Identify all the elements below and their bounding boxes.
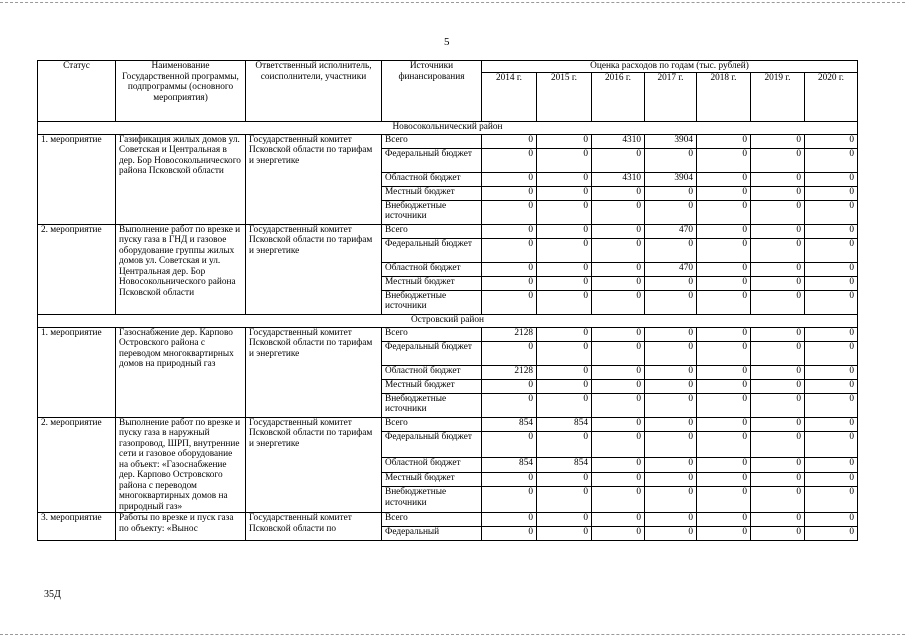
amount-cell: 0 [482,393,537,417]
amount-cell: 0 [537,276,592,290]
funding-source: Местный бюджет [382,379,482,393]
amount-cell: 0 [645,432,697,457]
amount-cell: 0 [645,276,697,290]
amount-cell: 0 [592,290,645,314]
funding-source: Федеральный бюджет [382,432,482,457]
amount-cell: 0 [751,472,805,487]
amount-cell: 2128 [482,365,537,379]
amount-cell: 0 [697,224,751,238]
amount-cell: 0 [645,417,697,432]
amount-cell: 0 [645,200,697,224]
amount-cell: 0 [697,379,751,393]
funding-source: Всего [382,513,482,527]
amount-cell: 0 [751,172,805,186]
amount-cell: 0 [697,432,751,457]
amount-cell: 0 [805,238,858,262]
activity-status: 1. мероприятие [38,327,116,417]
activity-name: Газификация жилых домов ул. Советская и Центральная в дер. Бор Новосокольнического района Псковской области [116,134,246,224]
amount-cell: 0 [805,172,858,186]
activity-name: Выполнение работ по врезке и пуску газа в ГНД и газовое оборудование группы жилых домов ул. Советская и ул. Центральная дер. Бор Новосокольнического района Псковской области [116,224,246,314]
amount-cell: 0 [697,148,751,172]
amount-cell: 0 [537,290,592,314]
amount-cell: 0 [805,472,858,487]
amount-cell: 0 [751,379,805,393]
amount-cell: 0 [805,457,858,472]
amount-cell: 0 [592,393,645,417]
header-year: 2015 г. [537,72,592,121]
activity-executor: Государственный комитет Псковской области по тарифам и энергетике [246,327,382,417]
amount-cell: 0 [805,393,858,417]
funding-source: Федеральный бюджет [382,341,482,365]
amount-cell: 0 [537,148,592,172]
amount-cell: 0 [537,200,592,224]
amount-cell: 0 [751,393,805,417]
amount-cell: 0 [805,432,858,457]
amount-cell: 0 [482,379,537,393]
amount-cell: 3904 [645,134,697,148]
amount-cell: 0 [482,200,537,224]
amount-cell: 0 [645,379,697,393]
amount-cell: 0 [805,513,858,527]
amount-cell: 0 [697,186,751,200]
amount-cell: 0 [645,393,697,417]
header-year: 2017 г. [645,72,697,121]
amount-cell: 0 [805,341,858,365]
amount-cell: 0 [592,262,645,276]
amount-cell: 0 [592,327,645,341]
amount-cell: 0 [645,341,697,365]
amount-cell: 4310 [592,172,645,186]
header-year: 2019 г. [751,72,805,121]
funding-source: Местный бюджет [382,186,482,200]
amount-cell: 854 [537,417,592,432]
amount-cell: 0 [482,238,537,262]
amount-cell: 0 [751,341,805,365]
section-title: Новосокольнический район [38,121,858,134]
amount-cell: 0 [537,341,592,365]
amount-cell: 0 [697,341,751,365]
amount-cell: 0 [805,290,858,314]
amount-cell: 0 [697,134,751,148]
amount-cell: 0 [482,341,537,365]
amount-cell: 0 [482,276,537,290]
table-row [38,327,858,341]
amount-cell: 0 [805,327,858,341]
amount-cell: 0 [751,327,805,341]
amount-cell: 0 [592,457,645,472]
amount-cell: 0 [537,238,592,262]
funding-source: Местный бюджет [382,276,482,290]
funding-source: Федеральный бюджет [382,148,482,172]
amount-cell: 0 [592,186,645,200]
amount-cell: 0 [751,457,805,472]
amount-cell: 0 [592,432,645,457]
funding-source: Всего [382,417,482,432]
amount-cell: 0 [697,290,751,314]
amount-cell: 0 [482,432,537,457]
amount-cell: 0 [805,148,858,172]
amount-cell: 0 [482,186,537,200]
bottom-edge [0,634,905,635]
funding-source: Внебюджетные источники [382,200,482,224]
activity-name: Работы по врезке и пуск газа по объекту: «Вынос [116,513,246,541]
header-status: Статус [38,61,116,122]
amount-cell: 0 [537,365,592,379]
amount-cell: 0 [537,379,592,393]
funding-source: Внебюджетные источники [382,487,482,513]
amount-cell: 0 [805,527,858,541]
amount-cell: 0 [697,172,751,186]
amount-cell: 0 [592,527,645,541]
amount-cell: 0 [805,417,858,432]
amount-cell: 0 [751,513,805,527]
header-year: 2018 г. [697,72,751,121]
amount-cell: 0 [482,134,537,148]
funding-source: Областной бюджет [382,365,482,379]
amount-cell: 0 [751,487,805,513]
page-number: 5 [444,36,450,48]
amount-cell: 0 [805,276,858,290]
amount-cell: 0 [697,262,751,276]
amount-cell: 0 [751,365,805,379]
amount-cell: 0 [537,513,592,527]
amount-cell: 0 [645,365,697,379]
amount-cell: 0 [645,327,697,341]
amount-cell: 0 [751,148,805,172]
activity-executor: Государственный комитет Псковской области по тарифам и энергетике [246,417,382,513]
amount-cell: 0 [751,417,805,432]
amount-cell: 0 [592,148,645,172]
header-year: 2020 г. [805,72,858,121]
amount-cell: 0 [805,134,858,148]
amount-cell: 854 [482,457,537,472]
amount-cell: 0 [537,134,592,148]
amount-cell: 854 [482,417,537,432]
amount-cell: 470 [645,262,697,276]
amount-cell: 0 [537,262,592,276]
amount-cell: 0 [537,224,592,238]
amount-cell: 0 [751,186,805,200]
amount-cell: 3904 [645,172,697,186]
funding-source: Федеральный бюджет [382,238,482,262]
amount-cell: 0 [537,327,592,341]
amount-cell: 0 [592,472,645,487]
amount-cell: 0 [697,238,751,262]
amount-cell: 0 [697,327,751,341]
amount-cell: 470 [645,224,697,238]
amount-cell: 0 [482,513,537,527]
section-row [38,121,858,134]
table-body [38,121,858,541]
table-row [38,134,858,148]
funding-source: Местный бюджет [382,472,482,487]
amount-cell: 0 [482,527,537,541]
amount-cell: 0 [645,148,697,172]
funding-source: Внебюджетные источники [382,393,482,417]
amount-cell: 0 [537,186,592,200]
amount-cell: 0 [592,276,645,290]
amount-cell: 0 [697,276,751,290]
amount-cell: 0 [645,457,697,472]
amount-cell: 0 [537,172,592,186]
amount-cell: 0 [751,290,805,314]
amount-cell: 0 [805,379,858,393]
amount-cell: 0 [537,527,592,541]
amount-cell: 0 [645,527,697,541]
header-year: 2014 г. [482,72,537,121]
funding-source: Федеральный [382,527,482,541]
funding-source: Областной бюджет [382,262,482,276]
amount-cell: 0 [751,224,805,238]
amount-cell: 0 [537,432,592,457]
amount-cell: 0 [645,290,697,314]
amount-cell: 0 [805,365,858,379]
activity-status: 3. мероприятие [38,513,116,541]
amount-cell: 0 [482,262,537,276]
amount-cell: 0 [537,472,592,487]
activity-status: 2. мероприятие [38,417,116,513]
amount-cell: 0 [751,276,805,290]
amount-cell: 0 [537,393,592,417]
amount-cell: 0 [645,472,697,487]
activity-executor: Государственный комитет Псковской области по тарифам и энергетике [246,224,382,314]
section-row [38,314,858,327]
amount-cell: 0 [751,134,805,148]
activity-executor: Государственный комитет Псковской области по тарифам и энергетике [246,134,382,224]
expenditure-table [37,60,858,541]
amount-cell: 0 [592,417,645,432]
amount-cell: 0 [697,417,751,432]
amount-cell: 0 [482,487,537,513]
amount-cell: 0 [805,224,858,238]
activity-executor: Государственный комитет Псковской области по [246,513,382,541]
amount-cell: 0 [592,487,645,513]
amount-cell: 0 [592,224,645,238]
header-executor: Ответственный исполнитель, соисполнители, участники [246,61,382,122]
amount-cell: 0 [697,472,751,487]
section-title: Островский район [38,314,858,327]
amount-cell: 0 [805,186,858,200]
amount-cell: 0 [592,513,645,527]
amount-cell: 2128 [482,327,537,341]
amount-cell: 0 [751,200,805,224]
amount-cell: 0 [697,200,751,224]
amount-cell: 0 [482,224,537,238]
amount-cell: 0 [592,341,645,365]
amount-cell: 0 [697,487,751,513]
header-name: Наименование Государственной программы, подпрограммы (основного мероприятия) [116,61,246,122]
amount-cell: 0 [592,238,645,262]
amount-cell: 0 [537,487,592,513]
amount-cell: 0 [805,200,858,224]
amount-cell: 0 [805,487,858,513]
amount-cell: 4310 [592,134,645,148]
funding-source: Областной бюджет [382,172,482,186]
amount-cell: 0 [482,148,537,172]
amount-cell: 0 [645,186,697,200]
amount-cell: 0 [751,527,805,541]
amount-cell: 0 [645,238,697,262]
funding-source: Всего [382,224,482,238]
funding-source: Всего [382,134,482,148]
amount-cell: 0 [697,365,751,379]
table-row [38,224,858,238]
amount-cell: 0 [482,172,537,186]
header-year: 2016 г. [592,72,645,121]
top-edge [0,2,905,3]
amount-cell: 0 [645,487,697,513]
activity-status: 1. мероприятие [38,134,116,224]
amount-cell: 0 [592,200,645,224]
amount-cell: 0 [805,262,858,276]
amount-cell: 0 [751,238,805,262]
funding-source: Всего [382,327,482,341]
amount-cell: 0 [697,393,751,417]
activity-name: Газоснабжение дер. Карпово Островского района с переводом многоквартирных домов на природный газ [116,327,246,417]
amount-cell: 0 [645,513,697,527]
amount-cell: 0 [751,432,805,457]
activity-name: Выполнение работ по врезке и пуску газа в наружный газопровод, ШРП, внутренние сети и газовое оборудование на объект: «Газоснабжение дер. Карпово Островского района с переводом многоквартирных домов на природный газ» [116,417,246,513]
funding-source: Внебюджетные источники [382,290,482,314]
header-estimate: Оценка расходов по годам (тыс. рублей) [482,61,858,73]
amount-cell: 0 [697,457,751,472]
funding-source: Областной бюджет [382,457,482,472]
amount-cell: 0 [697,527,751,541]
activity-status: 2. мероприятие [38,224,116,314]
header-sources: Источники финансирования [382,61,482,122]
amount-cell: 0 [482,290,537,314]
table-row [38,513,858,527]
amount-cell: 0 [697,513,751,527]
amount-cell: 0 [482,472,537,487]
amount-cell: 0 [592,379,645,393]
amount-cell: 0 [751,262,805,276]
amount-cell: 0 [592,365,645,379]
amount-cell: 854 [537,457,592,472]
table-row [38,417,858,432]
footer-code: 35Д [44,589,61,600]
